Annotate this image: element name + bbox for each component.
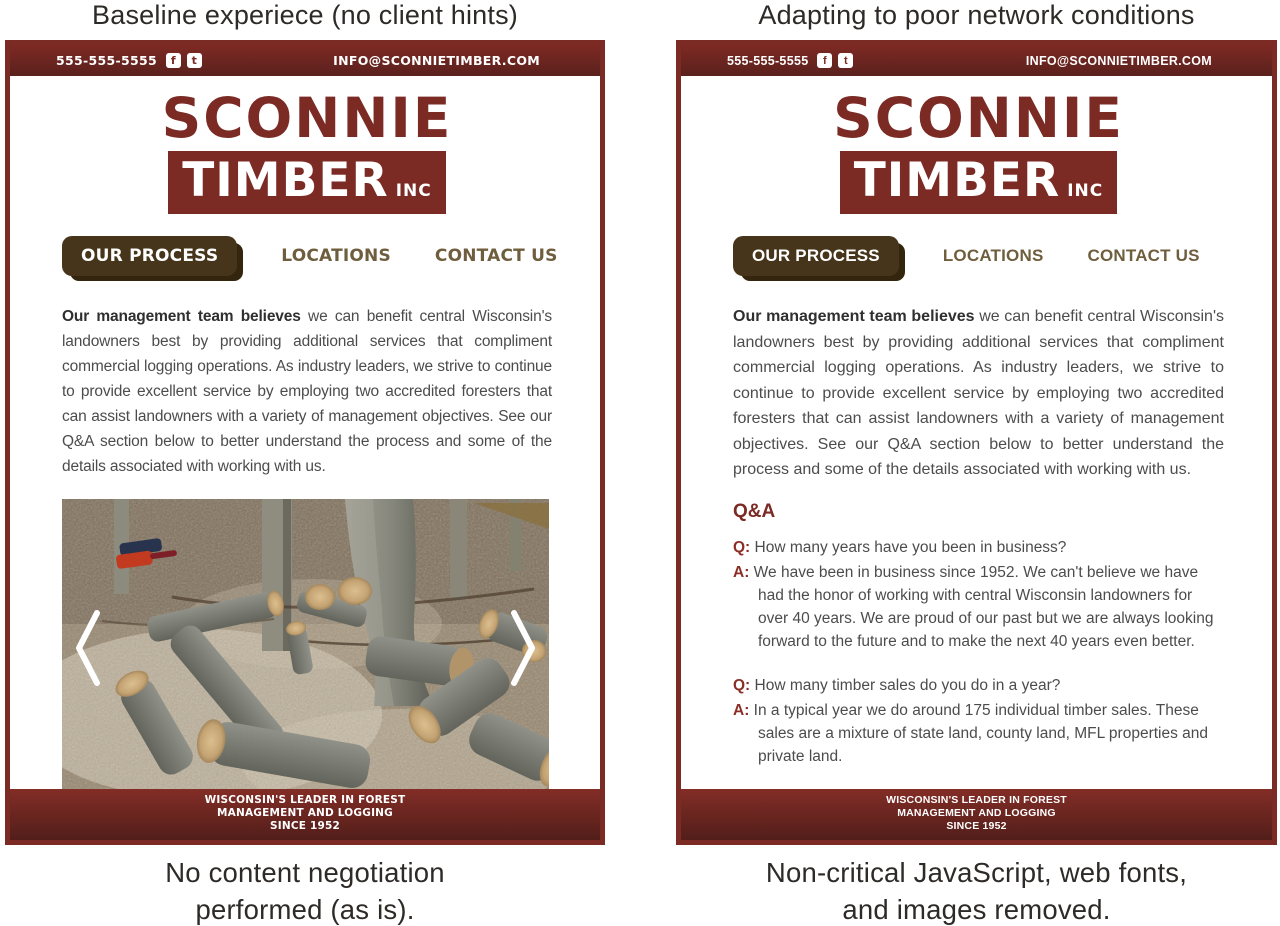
answer-text: In a typical year we do around 175 individual timber sales. These sales are a mixture of state land, county land, MFL properties and private land. bbox=[753, 701, 1209, 765]
twitter-icon[interactable]: t bbox=[187, 53, 202, 68]
main-nav bbox=[733, 236, 1224, 276]
caption-baseline: Baseline experiece (no client hints) bbox=[92, 0, 518, 30]
qa-section bbox=[733, 501, 1224, 768]
chevron-right-icon bbox=[507, 606, 541, 690]
facebook-icon[interactable]: f bbox=[817, 53, 832, 68]
qa-item bbox=[733, 674, 1224, 768]
page-content bbox=[10, 76, 600, 789]
social-links bbox=[817, 53, 853, 68]
main-nav bbox=[62, 236, 558, 276]
carousel-next-button[interactable] bbox=[507, 606, 541, 690]
photo-carousel bbox=[62, 499, 549, 789]
logo-word-timber: TIMBER bbox=[182, 153, 389, 208]
sconnie-timber-logo bbox=[62, 86, 552, 214]
caption-adaptive-note: Non-critical JavaScript, web fonts, and images removed. bbox=[765, 857, 1188, 925]
intro-lead: Our management team believes bbox=[62, 308, 301, 325]
contact-topbar bbox=[681, 45, 1272, 76]
intro-body: we can benefit central Wisconsin's landowners best by providing additional services that compliment commercial logging operations. As industry leaders, we strive to continue to provide excellent service by employing two accredited foresters that can assist landowners with a variety of management objectives. See our Q&A section below to better understand the process and some of the details associated with working with us. bbox=[733, 308, 1225, 478]
chevron-left-icon bbox=[70, 606, 104, 690]
footer-line: SINCE 1952 bbox=[946, 820, 1007, 832]
forest-logging-photo bbox=[62, 499, 549, 789]
twitter-icon[interactable]: t bbox=[838, 53, 853, 68]
site-footer bbox=[681, 789, 1272, 840]
question bbox=[733, 674, 1224, 697]
logo-word-timber: TIMBER bbox=[853, 153, 1061, 208]
footer-line: WISCONSIN'S LEADER IN FOREST bbox=[204, 794, 406, 806]
logo-word-inc: INC bbox=[395, 181, 432, 201]
intro-paragraph bbox=[62, 304, 552, 479]
facebook-icon[interactable]: f bbox=[166, 53, 181, 68]
qa-item bbox=[733, 536, 1224, 653]
answer bbox=[733, 699, 1224, 768]
q-label: Q: bbox=[733, 538, 751, 556]
a-label: A: bbox=[733, 701, 750, 719]
question-text: How many timber sales do you do in a year? bbox=[754, 676, 1061, 694]
email-link[interactable]: INFO@SCONNIETIMBER.COM bbox=[1025, 53, 1212, 68]
q-label: Q: bbox=[733, 676, 751, 694]
footer-line: MANAGEMENT AND LOGGING bbox=[897, 807, 1056, 819]
intro-body: we can benefit central Wisconsin's landowners best by providing additional services that compliment commercial logging operations. As industry leaders, we strive to continue to provide excellent service by employing two accredited foresters that can assist landowners with a variety of management objectives. See our Q&A section below to better understand the process and some of the details associated with working with us. bbox=[62, 308, 552, 475]
email-link[interactable]: INFO@SCONNIETIMBER.COM bbox=[333, 53, 540, 68]
footer-line: MANAGEMENT AND LOGGING bbox=[217, 807, 393, 819]
tab-locations[interactable]: LOCATIONS bbox=[942, 246, 1044, 265]
tab-locations[interactable]: LOCATIONS bbox=[281, 246, 391, 266]
tab-contact-us[interactable]: CONTACT US bbox=[434, 246, 558, 266]
carousel-prev-button[interactable] bbox=[70, 606, 104, 690]
intro-lead: Our management team believes bbox=[733, 308, 975, 325]
social-links bbox=[166, 53, 202, 68]
tab-our-process[interactable]: OUR PROCESS bbox=[62, 236, 237, 276]
tab-contact-us[interactable]: CONTACT US bbox=[1087, 246, 1200, 265]
logo-word-sconnie: SCONNIE bbox=[833, 86, 1124, 150]
question bbox=[733, 536, 1224, 559]
sconnie-timber-logo bbox=[733, 86, 1224, 214]
logo-timber-box bbox=[168, 151, 445, 214]
answer bbox=[733, 561, 1224, 653]
logo-word-inc: INC bbox=[1067, 181, 1104, 201]
adaptive-panel bbox=[676, 40, 1277, 845]
caption-baseline-note: No content negotiation performed (as is). bbox=[165, 857, 445, 925]
site-footer bbox=[10, 789, 600, 840]
tab-our-process[interactable]: OUR PROCESS bbox=[733, 236, 899, 276]
a-label: A: bbox=[733, 563, 750, 581]
caption-adaptive: Adapting to poor network conditions bbox=[758, 0, 1195, 30]
logo-timber-box bbox=[840, 151, 1117, 214]
qa-heading: Q&A bbox=[733, 500, 776, 522]
phone-link[interactable]: 555-555-5555 bbox=[56, 53, 157, 68]
baseline-panel bbox=[5, 40, 605, 845]
footer-line: WISCONSIN'S LEADER IN FOREST bbox=[886, 794, 1067, 806]
question-text: How many years have you been in business? bbox=[754, 538, 1067, 556]
answer-text: We have been in business since 1952. We can't believe we have had the honor of working with central Wisconsin landowners for over 40 years. We are proud of our past but we are always looking forward to the future and to make the next 40 years even better. bbox=[753, 563, 1214, 650]
phone-link[interactable]: 555-555-5555 bbox=[727, 53, 809, 68]
contact-topbar bbox=[10, 45, 600, 76]
logo-word-sconnie: SCONNIE bbox=[161, 86, 453, 150]
page-content bbox=[681, 76, 1272, 789]
intro-paragraph bbox=[733, 304, 1224, 483]
footer-line: SINCE 1952 bbox=[269, 820, 340, 832]
